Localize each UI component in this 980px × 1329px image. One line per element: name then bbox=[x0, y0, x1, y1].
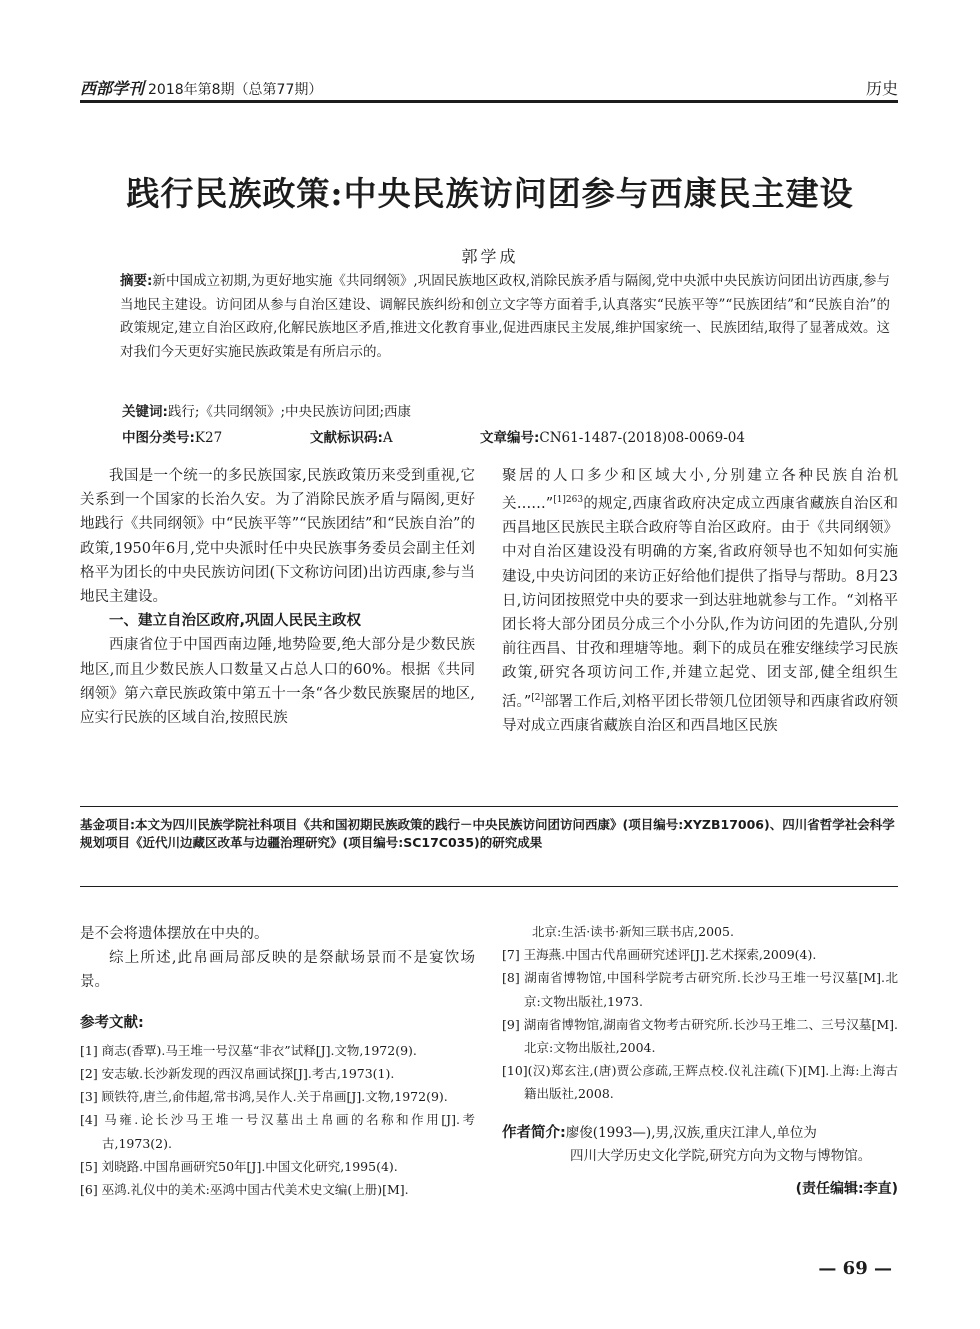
keywords bbox=[122, 400, 882, 420]
funding-text: 本文为四川民族学院社科项目《共和国初期民族政策的践行－中央民族访问团访问西康》(项目编号:XYZB17006)、四川省哲学社会科学规划项目《近代川边藏区改革与边疆治理研究》(项目编号:SC17C035)的研究成果 bbox=[80, 817, 895, 850]
footnote-rule bbox=[80, 806, 898, 807]
lower-left-column bbox=[80, 922, 475, 1201]
body-paragraph: 是不会将遗体摆放在中央的。 bbox=[80, 926, 269, 942]
references-heading: 参考文献: bbox=[80, 1014, 144, 1031]
references-list bbox=[80, 1039, 475, 1201]
clc-number bbox=[122, 426, 222, 446]
section-heading: 一、建立自治区政府,巩固人民民主政权 bbox=[109, 613, 362, 630]
body-right-column bbox=[502, 464, 898, 738]
body-text: 部署工作后,刘格平团长带领几位团领导和西康省政府领导对成立西康省藏族自治区和西昌地区民族 bbox=[502, 693, 898, 734]
clc-value: K27 bbox=[194, 430, 223, 446]
funding-label: 基金项目: bbox=[80, 817, 135, 832]
reference-item: [6] 巫鸿.礼仪中的美术:巫鸿中国古代美术史文编(上册)[M]. bbox=[80, 1182, 409, 1198]
article-value: CN61-1487-(2018)08-0069-04 bbox=[539, 430, 745, 446]
abstract-label: 摘要: bbox=[120, 273, 153, 289]
reference-item: [3] 顾铁符,唐兰,俞伟超,常书鸿,吴作人.关于帛画[J].文物,1972(9). bbox=[80, 1089, 448, 1105]
body-text: 聚居的人口多少和区域大小,分别建立各种民族自治机关……” bbox=[502, 468, 898, 513]
references-list-continued bbox=[502, 920, 898, 1106]
reference-item: [7] 王海燕.中国古代帛画研究述评[J].艺术探索,2009(4). bbox=[502, 947, 817, 963]
abstract-text: 新中国成立初期,为更好地实施《共同纲领》,巩固民族地区政权,消除民族矛盾与隔阂,党中央派中央民族访问团出访西康,参与当地民主建设。访问团从参与自治区建设、调解民族纠纷和创立文字等方面着手,认真落实“民族平等”“民族团结”和“民族自治”的政策规定,建立自治区政府,化解民族地区矛盾,推进文化教育事业,促进西康民主发展,维护国家统一、民族团结,取得了显著成效。这对我们今天更好实施民族政策是有所启示的。 bbox=[120, 273, 890, 360]
reference-item: [9] 湖南省博物馆,湖南省文物考古研究所.长沙马王堆二、三号汉墓[M].北京:文物出版社,2004. bbox=[502, 1016, 898, 1056]
body-paragraph: 我国是一个统一的多民族国家,民族政策历来受到重视,它关系到一个国家的长治久安。为了消除民族矛盾与隔阂,更好地践行《共同纲领》中“民族平等”“民族团结”和“民族自治”的政策,1950年6月,党中央派时任中央民族事务委员会副主任刘格平为团长的中央民族访问团(下文称访问团)出访西康,参与当地民主建设。 bbox=[80, 468, 475, 606]
abstract bbox=[120, 270, 890, 364]
reference-item: [8] 湖南省博物馆,中国科学院考古研究所.长沙马王堆一号汉墓[M].北京:文物出版社,1973. bbox=[502, 970, 898, 1009]
reference-item: [2] 安志敏.长沙新发现的西汉帛画试探[J].考古,1973(1). bbox=[80, 1066, 395, 1082]
issue-info: 2018年第8期（总第77期） bbox=[148, 82, 323, 98]
doc-label: 文献标识码: bbox=[310, 430, 383, 446]
funding-note bbox=[80, 816, 900, 852]
clc-label: 中图分类号: bbox=[122, 430, 195, 446]
author-bio-rest: 四川大学历史文化学院,研究方向为文物与博物馆。 bbox=[570, 1148, 872, 1165]
doc-value: A bbox=[382, 430, 393, 446]
author-name: 郭学成 bbox=[461, 247, 519, 266]
reference-item: [5] 刘晓路.中国帛画研究50年[J].中国文化研究,1995(4). bbox=[80, 1158, 398, 1174]
journal-logo: 西部学刊 bbox=[80, 79, 145, 98]
reference-item: [1] 商志(香覃).马王堆一号汉墓“非衣”试释[J].文物,1972(9). bbox=[80, 1042, 417, 1058]
lower-right-column bbox=[502, 920, 898, 1201]
article-label: 文章编号: bbox=[480, 430, 540, 446]
author-bio bbox=[502, 1122, 898, 1169]
page-number: — 69 — bbox=[818, 1258, 892, 1279]
body-paragraph bbox=[502, 464, 898, 738]
reference-item: [10](汉)郑玄注,(唐)贾公彦疏,王辉点校.仪礼注疏(下)[M].上海:上海古籍出版社,2008. bbox=[502, 1063, 898, 1102]
keywords-label: 关键词: bbox=[122, 404, 168, 420]
journal-header bbox=[80, 76, 322, 99]
body-text: 的规定,西康省政府决定成立西康省藏族自治区和西昌地区民族民主联合政府等自治区政府。由于《共同纲领》中对自治区建设没有明确的方案,省政府领导也不知如何实施建设,中央访问团的来访正好给他们提供了指导与帮助。8月23日,访问团按照党中央的要求一到达驻地就参与工作。“刘格平团长将大部分团员分成三个小分队,作为访问团的先遣队,分别前往西昌、甘孜和理塘等地。剩下的成员在雅安继续学习民族政策,研究各项访问工作,并建立起党、团支部,健全组织生活。” bbox=[502, 496, 899, 710]
author-bio-label: 作者简介: bbox=[502, 1124, 566, 1141]
body-left-column bbox=[80, 464, 475, 730]
citation: [1]263 bbox=[553, 495, 584, 506]
section-label: 历史 bbox=[865, 79, 898, 98]
document-code bbox=[310, 426, 393, 446]
reference-item: [4] 马雍.论长沙马王堆一号汉墓出土帛画的名称和作用[J].考古,1973(2). bbox=[80, 1112, 475, 1151]
header-rule bbox=[80, 100, 898, 103]
reference-item: 北京:生活·读书·新知三联书店,2005. bbox=[532, 924, 734, 939]
author-bio-line1: 廖俊(1993—),男,汉族,重庆江津人,单位为 bbox=[565, 1124, 817, 1141]
citation: [2] bbox=[531, 692, 545, 703]
keywords-text: 践行;《共同纲领》;中央民族访问团;西康 bbox=[167, 404, 412, 420]
body-paragraph: 西康省位于中国西南边陲,地势险要,绝大部分是少数民族地区,而且少数民族人口数量又占总人口的60%。根据《共同纲领》第六章民族政策中第五十一条“各少数民族聚居的地区,应实行民族的区域自治,按照民族 bbox=[80, 637, 475, 727]
article-title: 践行民族政策:中央民族访问团参与西康民主建设 bbox=[126, 174, 854, 213]
article-number bbox=[480, 426, 745, 446]
section-divider bbox=[80, 886, 898, 887]
responsible-editor: (责任编辑:李直) bbox=[795, 1180, 898, 1197]
body-paragraph: 综上所述,此帛画局部反映的是祭献场景而不是宴饮场景。 bbox=[80, 950, 475, 991]
